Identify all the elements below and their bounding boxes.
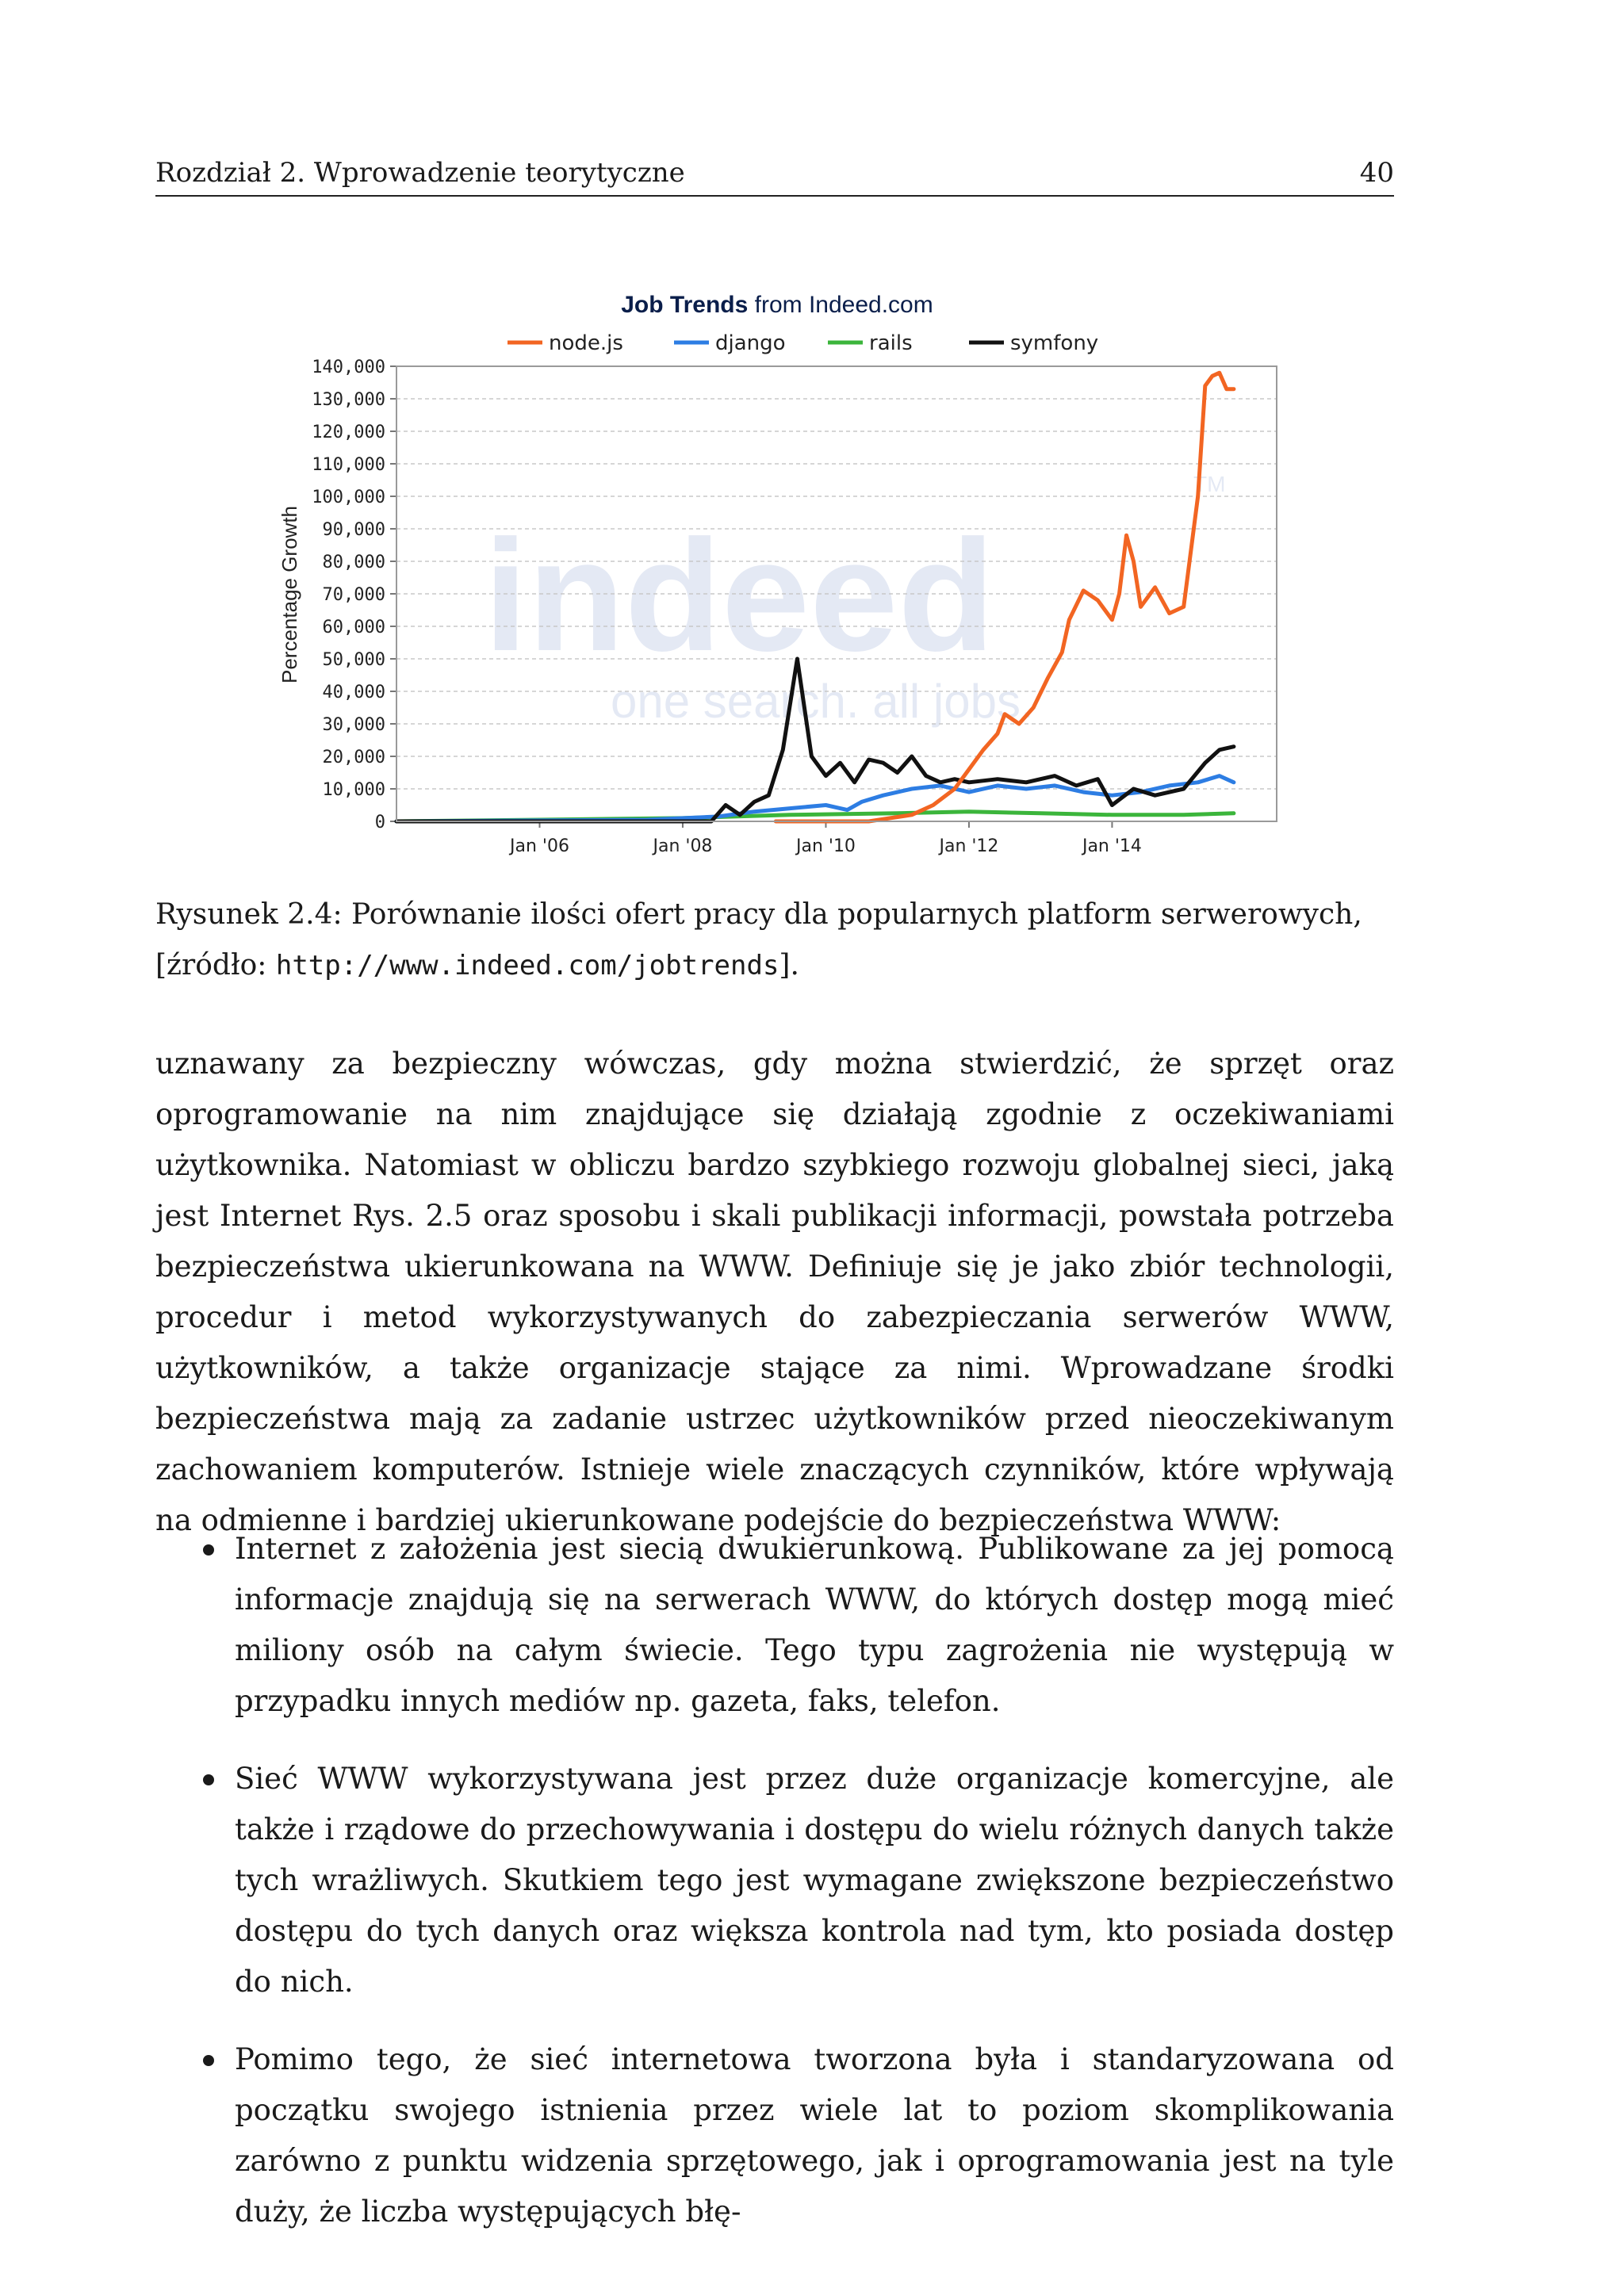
- chart-title: [621, 292, 933, 318]
- y-tick-label: 0: [374, 813, 385, 832]
- chart-title-rest: from Indeed.com: [748, 292, 933, 318]
- page-header: [155, 155, 1394, 197]
- x-tick-label: Jan '12: [939, 836, 999, 856]
- watermark-main: indeed: [484, 507, 995, 684]
- x-tick-label: Jan '14: [1082, 836, 1142, 856]
- y-tick-label: 20,000: [322, 748, 385, 767]
- y-tick-label: 80,000: [322, 553, 385, 572]
- y-axis-label: Percentage Growth: [278, 505, 301, 684]
- y-tick-label: 40,000: [322, 683, 385, 702]
- body-paragraph: uznawany za bezpieczny wówczas, gdy można stwierdzić, że sprzęt oraz oprogramowanie na nim znajdujące się działają zgodnie z oczekiwaniami użytkownika. Natomiast w obliczu bardzo szybkiego rozwoju globalnej sieci, jaką jest Internet Rys. 2.5 oraz sposobu i skali publikacji informacji, powstała potrzeba bezpieczeństwa ukierunkowana na WWW. Definiuje się je jako zbiór technologii, procedur i metod wykorzystywanych do zabezpieczania serwerów WWW, użytkowników, a także organizacje stające za nimi. Wprowadzane środki bezpieczeństwa mają za zadanie ustrzec użytkowników przed nieoczekiwanym zachowaniem komputerów. Istnieje wiele znaczących czynników, które wpływają na odmienne i bardziej ukierunkowane podejście do bezpieczeństwa WWW:: [155, 1047, 1394, 1537]
- y-tick-label: 90,000: [322, 520, 385, 540]
- chart-legend: [508, 331, 1098, 355]
- page-number: 40: [1359, 157, 1394, 189]
- figure-caption: [155, 890, 1394, 991]
- list-item: [155, 1754, 1394, 2007]
- y-tick-label: 60,000: [322, 618, 385, 637]
- y-tick-label: 110,000: [312, 455, 385, 475]
- y-tick-label: 100,000: [312, 488, 385, 507]
- list-item: [155, 2034, 1394, 2237]
- watermark-tm: TM: [1193, 472, 1226, 496]
- x-tick-label: Jan '06: [510, 836, 569, 856]
- legend-label: rails: [869, 331, 913, 355]
- y-tick-label: 10,000: [322, 780, 385, 800]
- legend-label: django: [715, 331, 786, 355]
- list-item: [155, 1524, 1394, 1727]
- bullet-icon: [203, 1774, 214, 1785]
- chart-title-bold: Job Trends: [621, 292, 749, 318]
- list-item-text: Pomimo tego, że sieć internetowa tworzona była i standaryzowana od początku swojego istnienia przez wiele lat to poziom skomplikowania zarówno z punktu widzenia sprzętowego, jak i oprogramowania jest na tyle duży, że liczba występujących błę-: [235, 2042, 1394, 2229]
- bullet-icon: [203, 2055, 214, 2066]
- y-tick-label: 120,000: [312, 423, 385, 442]
- caption-text: Rysunek 2.4: Porównanie ilości ofert pracy dla popularnych platform serwerowych, [źródło:: [155, 898, 1362, 982]
- x-tick-label: Jan '08: [653, 836, 713, 856]
- y-ticks: [312, 358, 396, 832]
- figure-chart: [270, 277, 1285, 864]
- chapter-title: Rozdział 2. Wprowadzenie teorytyczne: [155, 157, 685, 189]
- y-tick-label: 70,000: [322, 585, 385, 605]
- list-item-text: Sieć WWW wykorzystywana jest przez duże organizacje komercyjne, ale także i rządowe do przechowywania i dostępu do wielu różnych danych także tych wrażliwych. Skutkiem tego jest wymagane zwiększone bezpieczeństwo dostępu do tych danych oraz większa kontrola nad tym, kto posiada dostęp do nich.: [235, 1762, 1394, 1999]
- y-tick-label: 140,000: [312, 358, 385, 377]
- x-ticks: [508, 821, 1142, 856]
- legend-label: symfony: [1010, 331, 1099, 355]
- caption-end: ].: [779, 949, 799, 982]
- job-trends-chart: [270, 277, 1285, 864]
- caption-url[interactable]: http://www.indeed.com/jobtrends: [275, 950, 779, 982]
- x-tick-label: Jan '10: [795, 836, 856, 856]
- watermark-sub: one search. all jobs.: [611, 675, 1034, 728]
- y-tick-label: 50,000: [322, 650, 385, 670]
- y-tick-label: 30,000: [322, 715, 385, 735]
- bullet-list: [155, 1524, 1394, 2264]
- indeed-watermark: [484, 472, 1225, 728]
- y-tick-label: 130,000: [312, 390, 385, 410]
- bullet-icon: [203, 1544, 214, 1556]
- list-item-text: Internet z założenia jest siecią dwukierunkową. Publikowane za jej pomocą informacje znajdują się na serwerach WWW, do których dostęp mogą mieć miliony osób na całym świecie. Tego typu zagrożenia nie występują w przypadku innych mediów np. gazeta, faks, telefon.: [235, 1532, 1394, 1718]
- legend-label: node.js: [549, 331, 623, 355]
